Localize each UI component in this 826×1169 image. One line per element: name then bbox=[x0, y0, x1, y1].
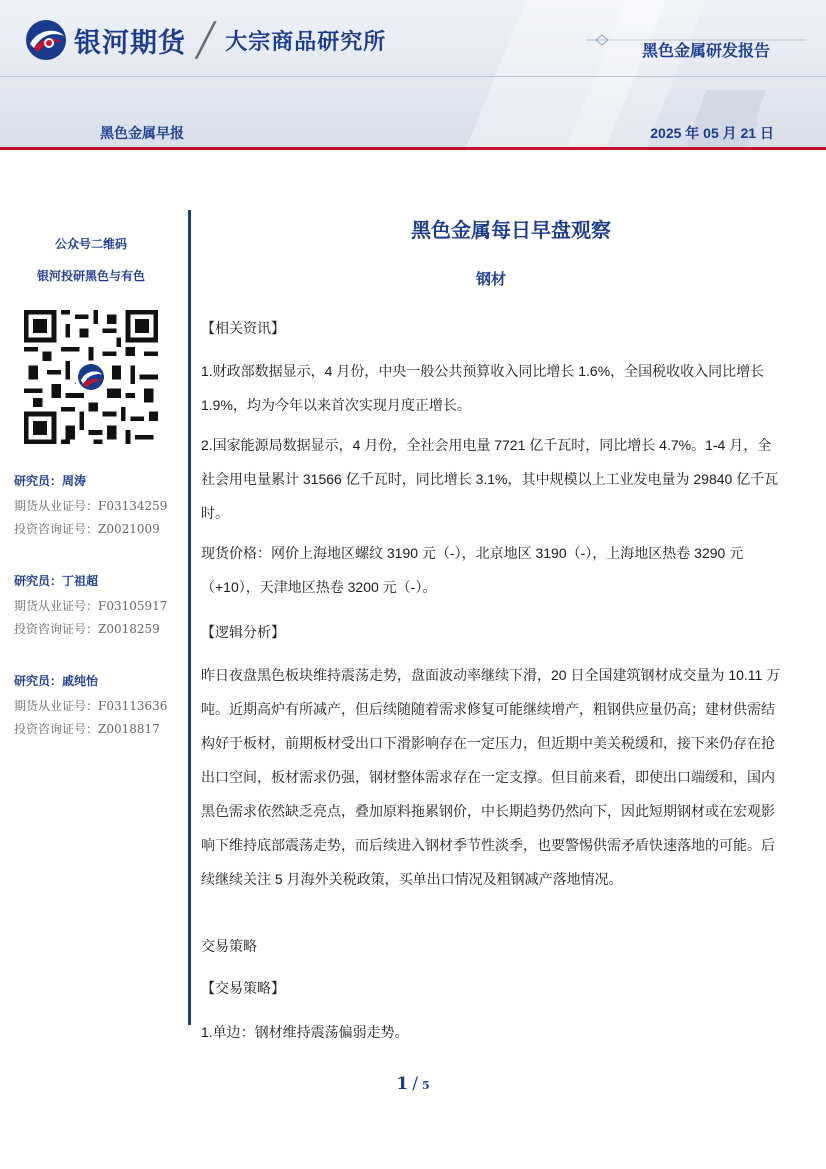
page-number bbox=[0, 1074, 826, 1094]
researcher-name: 研究员：戚纯怡 bbox=[14, 674, 99, 688]
heading-logic: 【逻辑分析】 bbox=[201, 624, 285, 640]
page-current: 1 bbox=[396, 1074, 409, 1094]
report-type: 黑色金属研发报告 bbox=[641, 43, 770, 60]
futures-license: 期货从业证号：F03134259 bbox=[14, 499, 168, 513]
brand-separator: ╱ bbox=[196, 22, 216, 58]
sidebar-divider bbox=[188, 210, 191, 1025]
report-name: 黑色金属早报 bbox=[100, 125, 184, 141]
news-item: 2.国家能源局数据显示，4 月份，全社会用电量 7721 亿千瓦时，同比增长 4.7%。1-4 月，全社会用电量累计 31566 亿千瓦时，同比增长 3.1%，其中规模以上工业发电量为 29840 亿千瓦时。 bbox=[201, 437, 779, 521]
futures-license: 期货从业证号：F03105917 bbox=[14, 599, 168, 613]
header-divider bbox=[0, 76, 826, 77]
researcher-name: 研究员：丁祖超 bbox=[14, 574, 99, 588]
report-header bbox=[0, 0, 826, 148]
researcher-name: 研究员：周涛 bbox=[14, 474, 87, 488]
researcher-card bbox=[14, 572, 184, 643]
strategy-item: 1.单边：钢材维持震荡偏弱走势。 bbox=[201, 1024, 409, 1040]
section-subtitle: 钢材 bbox=[475, 271, 506, 288]
page-separator: / bbox=[412, 1074, 418, 1094]
brand-logo bbox=[24, 18, 386, 62]
qr-code bbox=[24, 310, 158, 444]
galaxy-logo-icon bbox=[24, 18, 68, 62]
strategy-label: 交易策略 bbox=[201, 938, 257, 954]
consult-license: 投资咨询证号：Z0018817 bbox=[14, 722, 160, 736]
consult-license: 投资咨询证号：Z0021009 bbox=[14, 522, 160, 536]
brand-name: 银河期货 bbox=[74, 27, 186, 58]
page-title: 黑色金属每日早盘观察 bbox=[411, 220, 611, 242]
qr-subtitle: 银河投研黑色与有色 bbox=[36, 269, 145, 283]
consult-license: 投资咨询证号：Z0018259 bbox=[14, 622, 160, 636]
header-red-rule bbox=[0, 147, 826, 150]
heading-strategy: 【交易策略】 bbox=[201, 980, 285, 996]
researcher-card bbox=[14, 472, 184, 543]
researcher-card bbox=[14, 672, 184, 743]
page-total: 5 bbox=[421, 1079, 430, 1092]
institute-name: 大宗商品研究所 bbox=[225, 28, 387, 54]
spot-price: 现货价格：网价上海地区螺纹 3190 元（-），北京地区 3190（-），上海地区热卷 3290 元（+10），天津地区热卷 3200 元（-）。 bbox=[201, 545, 744, 595]
futures-license: 期货从业证号：F03113636 bbox=[14, 699, 168, 713]
logic-analysis: 昨日夜盘黑色板块维持震荡走势，盘面波动率继续下滑，20 日全国建筑钢材成交量为 10.11 万吨。近期高炉有所减产，但后续随随着需求修复可能继续增产，粗钢供应量仍高；建材供需结构好于板材，前期板材受出口下滑影响存在一定压力，但近期中美关税缓和，接下来仍存在抢出口空间，板材需求仍强，钢材整体需求存在一定支撑。但目前来看，即使出口端缓和，国内黑色需求依然缺乏亮点，叠加原料拖累钢价，中长期趋势仍然向下，因此短期钢材或在宏观影响下维持底部震荡走势，而后续进入钢材季节性淡季，也要警惕供需矛盾快速落地的可能。后续继续关注 5 月海外关税政策，买单出口情况及粗钢减产落地情况。 bbox=[201, 667, 781, 887]
report-date: 2025 年 05 月 21 日 bbox=[650, 125, 774, 141]
heading-news: 【相关资讯】 bbox=[201, 320, 285, 336]
news-item: 1.财政部数据显示，4 月份，中央一般公共预算收入同比增长 1.6%，全国税收收入同比增长 1.9%，均为今年以来首次实现月度正增长。 bbox=[201, 363, 765, 413]
qr-title: 公众号二维码 bbox=[54, 237, 127, 251]
